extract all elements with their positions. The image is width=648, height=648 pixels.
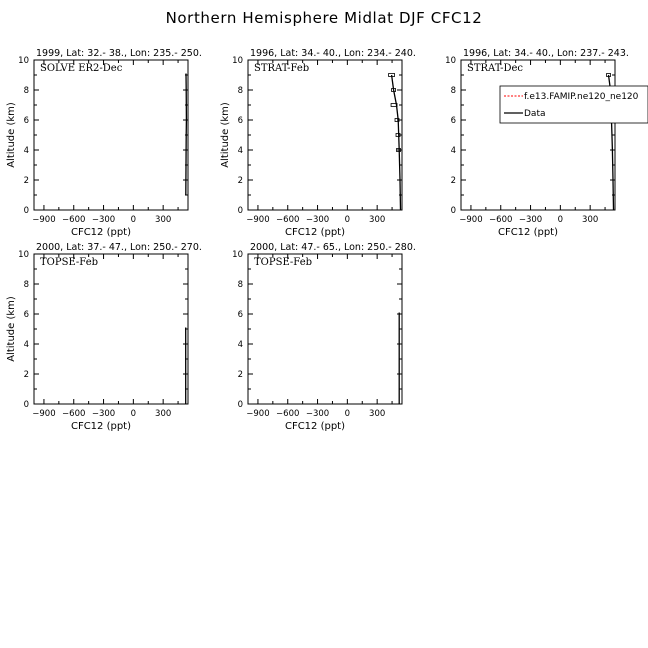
x-tick-label: −300 xyxy=(91,409,116,419)
panel-title: 1996, Lat: 34.- 40., Lon: 234.- 240. xyxy=(250,48,416,59)
y-tick-label: 8 xyxy=(23,86,29,96)
plot-frame xyxy=(248,60,402,210)
y-tick-label: 0 xyxy=(23,400,29,410)
x-tick-label: −600 xyxy=(62,215,86,225)
y-tick-label: 6 xyxy=(450,116,456,126)
x-tick-label: 300 xyxy=(155,215,172,225)
plot-frame xyxy=(34,254,188,404)
y-axis-label: Altitude (km) xyxy=(6,102,17,168)
x-axis-label: CFC12 (ppt) xyxy=(284,421,346,432)
y-axis-label: Altitude (km) xyxy=(220,102,231,168)
y-tick-label: 4 xyxy=(23,340,29,350)
panel-title: 2000, Lat: 37.- 47., Lon: 250.- 270. xyxy=(36,242,202,253)
x-tick-label: 0 xyxy=(557,215,564,225)
y-tick-label: 2 xyxy=(450,176,456,186)
y-tick-label: 8 xyxy=(23,280,29,290)
x-tick-label: 0 xyxy=(344,215,351,225)
y-tick-label: 0 xyxy=(237,206,243,216)
y-tick-label: 8 xyxy=(237,280,243,290)
y-tick-label: 2 xyxy=(237,370,243,380)
plot-frame xyxy=(461,60,615,210)
panel-1 xyxy=(6,48,202,238)
x-tick-label: 0 xyxy=(344,409,351,419)
x-tick-label: −300 xyxy=(518,215,543,225)
plot-frame xyxy=(248,254,402,404)
x-tick-label: −900 xyxy=(32,409,56,419)
y-tick-label: 10 xyxy=(18,56,29,66)
panel-4 xyxy=(6,242,202,432)
y-tick-label: 10 xyxy=(232,250,243,260)
x-tick-label: 0 xyxy=(130,409,137,419)
y-tick-label: 8 xyxy=(450,86,456,96)
x-axis-label: CFC12 (ppt) xyxy=(70,421,132,432)
series-line xyxy=(186,74,187,196)
figure-title: Northern Hemisphere Midlat DJF CFC12 xyxy=(165,9,483,27)
panel-title: 1996, Lat: 34.- 40., Lon: 237.- 243. xyxy=(463,48,629,59)
x-tick-label: 300 xyxy=(155,409,172,419)
y-tick-label: 0 xyxy=(237,400,243,410)
x-tick-label: −300 xyxy=(305,215,330,225)
y-tick-label: 10 xyxy=(445,56,456,66)
x-tick-label: −600 xyxy=(276,409,300,419)
campaign-label: STRAT-Dec xyxy=(467,63,524,74)
x-tick-label: 300 xyxy=(369,409,386,419)
x-tick-label: −600 xyxy=(489,215,513,225)
y-tick-label: 0 xyxy=(450,206,456,216)
legend-entry-label: Data xyxy=(524,109,546,119)
panel-2 xyxy=(220,48,416,238)
x-tick-label: −300 xyxy=(305,409,330,419)
y-tick-label: 10 xyxy=(232,56,243,66)
panel-title: 2000, Lat: 47.- 65., Lon: 250.- 280. xyxy=(250,242,416,253)
y-tick-label: 8 xyxy=(237,86,243,96)
panel-title: 1999, Lat: 32.- 38., Lon: 235.- 250. xyxy=(36,48,202,59)
x-axis-label: CFC12 (ppt) xyxy=(70,227,132,238)
legend-entry-label: f.e13.FAMIP.ne120_ne120 xyxy=(524,92,639,102)
x-tick-label: 0 xyxy=(130,215,137,225)
x-axis-label: CFC12 (ppt) xyxy=(284,227,346,238)
y-tick-label: 2 xyxy=(237,176,243,186)
campaign-label: STRAT-Feb xyxy=(254,63,310,74)
y-tick-label: 10 xyxy=(18,250,29,260)
panel-5 xyxy=(232,242,416,432)
legend xyxy=(500,86,648,123)
y-tick-label: 4 xyxy=(450,146,456,156)
y-tick-label: 6 xyxy=(237,310,243,320)
y-axis-label: Altitude (km) xyxy=(6,296,17,362)
x-tick-label: −900 xyxy=(246,215,270,225)
series-line xyxy=(392,75,401,210)
y-tick-label: 4 xyxy=(237,146,243,156)
campaign-label: SOLVE ER2-Dec xyxy=(40,63,123,74)
y-tick-label: 2 xyxy=(23,370,29,380)
y-tick-label: 2 xyxy=(23,176,29,186)
panel-3 xyxy=(445,48,629,238)
y-tick-label: 0 xyxy=(23,206,29,216)
x-tick-label: 300 xyxy=(582,215,599,225)
y-tick-label: 4 xyxy=(23,146,29,156)
y-tick-label: 6 xyxy=(237,116,243,126)
x-tick-label: −600 xyxy=(62,409,86,419)
x-tick-label: −300 xyxy=(91,215,116,225)
x-tick-label: −900 xyxy=(246,409,270,419)
x-axis-label: CFC12 (ppt) xyxy=(497,227,559,238)
x-tick-label: −900 xyxy=(32,215,56,225)
x-tick-label: −600 xyxy=(276,215,300,225)
campaign-label: TOPSE-Feb xyxy=(40,257,99,268)
y-tick-label: 4 xyxy=(237,340,243,350)
x-tick-label: −900 xyxy=(459,215,483,225)
campaign-label: TOPSE-Feb xyxy=(254,257,313,268)
x-tick-label: 300 xyxy=(369,215,386,225)
plot-frame xyxy=(34,60,188,210)
y-tick-label: 6 xyxy=(23,310,29,320)
y-tick-label: 6 xyxy=(23,116,29,126)
